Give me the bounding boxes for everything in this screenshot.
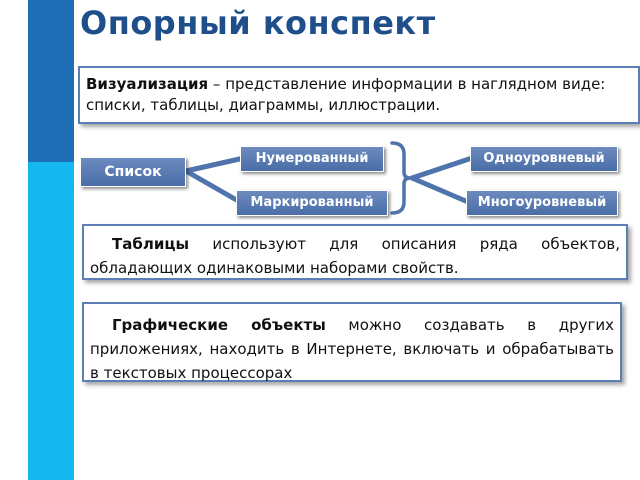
tables-term: Таблицы [112,235,190,253]
multi-level-label: Многоуровневый [466,190,618,216]
list-label: Список [80,157,186,187]
graphics-description: можно создавать в других приложениях, находить в Интернете, включать и обрабатывать в текстовых процессорах [90,316,614,382]
connector-brace-multi [412,178,468,202]
definition-term: Визуализация [86,75,209,93]
tables-description: используют для описания ряда объектов, обладающих одинаковыми наборами свойств. [90,235,620,277]
connector-list-numbered [186,158,244,171]
graphics-term: Графические объекты [112,316,326,334]
definition-line-2: списки, таблицы, диаграммы, иллюстрации. [86,96,441,114]
right-brace [392,143,410,213]
page-title: Опорный конспект [80,4,436,42]
numbered-list-label: Нумерованный [240,146,384,172]
definition-text: – представление информации в наглядном виде: [208,75,606,93]
graphics-note-text [90,313,614,385]
connector-brace-single [412,158,472,178]
graphics-note-box [82,302,622,382]
tables-note-box [82,224,628,280]
connector-list-bulleted [186,171,240,202]
tables-note-text [90,232,620,280]
single-level-label: Одноуровневый [470,146,618,172]
bulleted-list-label: Маркированный [236,190,388,216]
